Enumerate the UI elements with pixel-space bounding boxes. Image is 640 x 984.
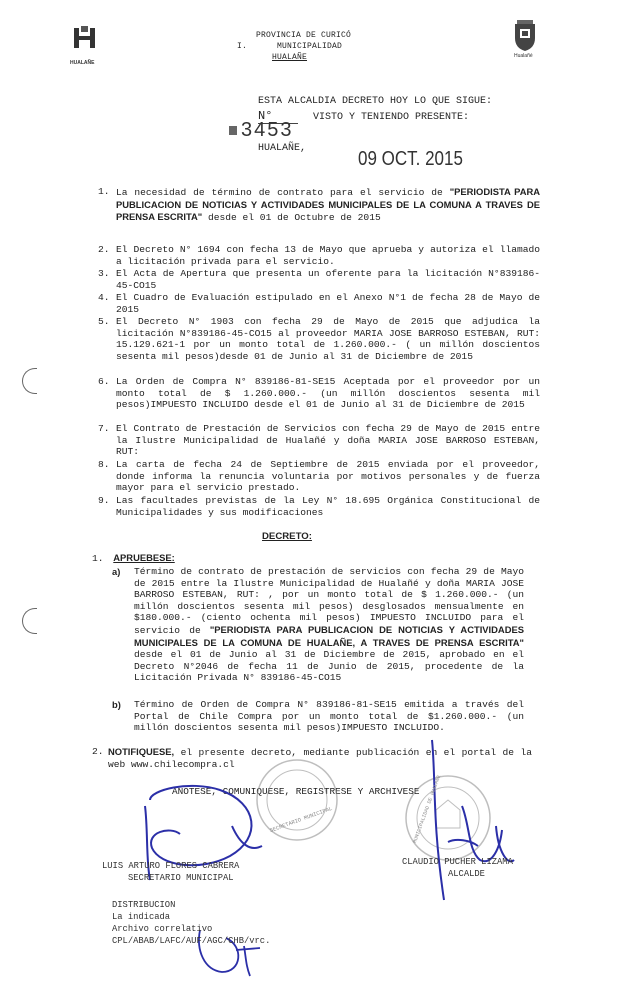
item-text: El Decreto N° 1903 con fecha 29 de Mayo de 2015 que adjudica la licitación N°839186-45-CO15 al proveedor MARIA JOSE BARROSO ESTEBAN, RUT: 15.129.621-1 por un monto total de 1.260.000.- ( un millón doscientos sesenta mil pesos)desde 01 de Junio al 31 de Diciembre de 2015: [116, 316, 540, 362]
commune-label: HUALAÑE: [272, 53, 308, 62]
right-stamp: [406, 776, 490, 860]
item-number: 8.: [98, 459, 110, 470]
decree-number-stamp: 3453: [241, 119, 294, 141]
item-text: El Cuadro de Evaluación estipulado en el Anexo N°1 de fecha 28 de Mayo de 2015: [116, 292, 540, 315]
place-label: HUALAÑE,: [258, 143, 307, 154]
distribution-line: CPL/ABAB/LAFC/AUF/AGC/CHB/vrc.: [112, 936, 271, 946]
item-number: 9.: [98, 495, 110, 506]
logo-left-text: HUALAÑE: [70, 60, 95, 66]
item-number: 3.: [98, 268, 110, 279]
point-b-text: Término de Orden de Compra N° 839186-81-SE15 emitida a través del Portal de Chile Compra por un monto total de $1.260.000.- (un millón doscientos sesenta mil pesos)IMPUESTO INCLUIDO.: [134, 699, 524, 734]
item-number: 4.: [98, 292, 110, 303]
distribution-title: DISTRIBUCION: [112, 900, 176, 910]
decree-intro: ESTA ALCALDIA DECRETO HOY LO QUE SIGUE:: [258, 96, 493, 107]
distribution-line: La indicada: [112, 912, 171, 922]
decree-number-label: N°: [258, 109, 273, 123]
municipality-label: MUNICIPALIDAD: [277, 42, 343, 51]
item-number: 5.: [98, 316, 110, 327]
notif-number: 2.: [92, 746, 104, 757]
apruebese-label: APRUEBESE:: [113, 552, 175, 563]
item-text: La carta de fecha 24 de Septiembre de 2015 enviada por el proveedor, donde informa la renuncia voluntaria por motivos personales y de fuerza mayor para el servicio prestado.: [116, 459, 540, 494]
distribution-line: Archivo correlativo: [112, 924, 213, 934]
item-text: Las facultades previstas de la Ley N° 18.695 Orgánica Constitucional de Municipalidades y sus modificaciones: [116, 495, 540, 518]
right-stamp-text: MUNICIPALIDAD DE HUALAÑE: [412, 774, 443, 845]
date-stamp: 09 OCT. 2015: [358, 147, 463, 170]
anotese-line: ANOTESE, COMUNIQUESE, REGISTRESE Y ARCHIVESE: [172, 786, 420, 797]
logo-right-text: Hualañé: [514, 53, 533, 59]
signer-left-title: SECRETARIO MUNICIPAL: [128, 873, 234, 883]
decreto-heading: DECRETO:: [262, 531, 312, 542]
visto-label: VISTO Y TENIENDO PRESENTE:: [313, 112, 470, 123]
item-number: 2.: [98, 244, 110, 255]
item-number: 6.: [98, 376, 110, 387]
item-text: El Contrato de Prestación de Servicios con fecha 29 de Mayo de 2015 entre la Ilustre Municipalidad de Hualañé y doña MARIA JOSE BARROSO ESTEBAN, RUT:: [116, 423, 540, 458]
notif-text: NOTIFIQUESE, el presente decreto, mediante publicación en el portal de la web www.chilecompra.cl: [108, 746, 532, 770]
item-text: La Orden de Compra N° 839186-81-SE15 Aceptada por el proveedor por un monto total de $ 1.260.000.- (un millón doscientos sesenta mil pesos)IMPUESTO INCLUIDO desde el 01 de Junio al 31 de Diciembre de 2015: [116, 376, 540, 411]
item-number: 1.: [98, 186, 110, 197]
item-number: 7.: [98, 423, 110, 434]
left-stamp-text: SECRETARIO MUNICIPAL: [268, 804, 334, 835]
signer-right-name: CLAUDIO PUCHER LIZAMA: [402, 857, 513, 867]
apruebese-number: 1.: [92, 553, 104, 564]
point-b-label: b): [112, 699, 121, 710]
point-a-text: Término de contrato de prestación de servicios con fecha 29 de Mayo de 2015 entre la Ilustre Municipalidad de Hualañé y doña MARIA JOSE BARROSO ESTEBAN, RUT: , por un monto total de $ 1.260.000.- (un millón doscientos sesenta mil pesos) desglosados mensualmente en $180.000.- (ciento ochenta mil pesos) IMPUESTO INCLUIDO para el servicio de "PERIODISTA PARA PUBLICACION DE NOTICIAS Y ACTIVIDADES MUNICIPALES DE LA COMUNA DE HUALAÑE, A TRAVES DE PRENSA ESCRITA" desde el 01 de Junio al 31 de Diciembre de 2015, aprobado en el Decreto N°2046 de fecha 11 de Junio de 2015, procedente de la Licitación Privada N° 839186-45-CO15: [134, 566, 524, 684]
item-text: La necesidad de término de contrato para el servicio de "PERIODISTA PARA PUBLICACION DE NOTICIAS Y ACTIVIDADES MUNICIPALES DE LA COMUNA A TRAVES DE PRENSA ESCRITA" desde el 01 de Octubre de 2015: [116, 186, 541, 224]
signer-left-name: LUIS ARTURO FLORES CABRERA: [102, 861, 240, 871]
signer-right-title: ALCALDE: [448, 869, 485, 879]
item-text: El Acta de Apertura que presenta un oferente para la licitación N°839186-45-CO15: [116, 268, 540, 291]
province-label: PROVINCIA DE CURICÓ: [256, 31, 352, 40]
point-a-label: a): [112, 566, 121, 577]
municipality-prefix: I.: [237, 42, 248, 51]
item-text: El Decreto N° 1694 con fecha 13 de Mayo que aprueba y autoriza el llamado a licitación privada para el servicio.: [116, 244, 540, 267]
